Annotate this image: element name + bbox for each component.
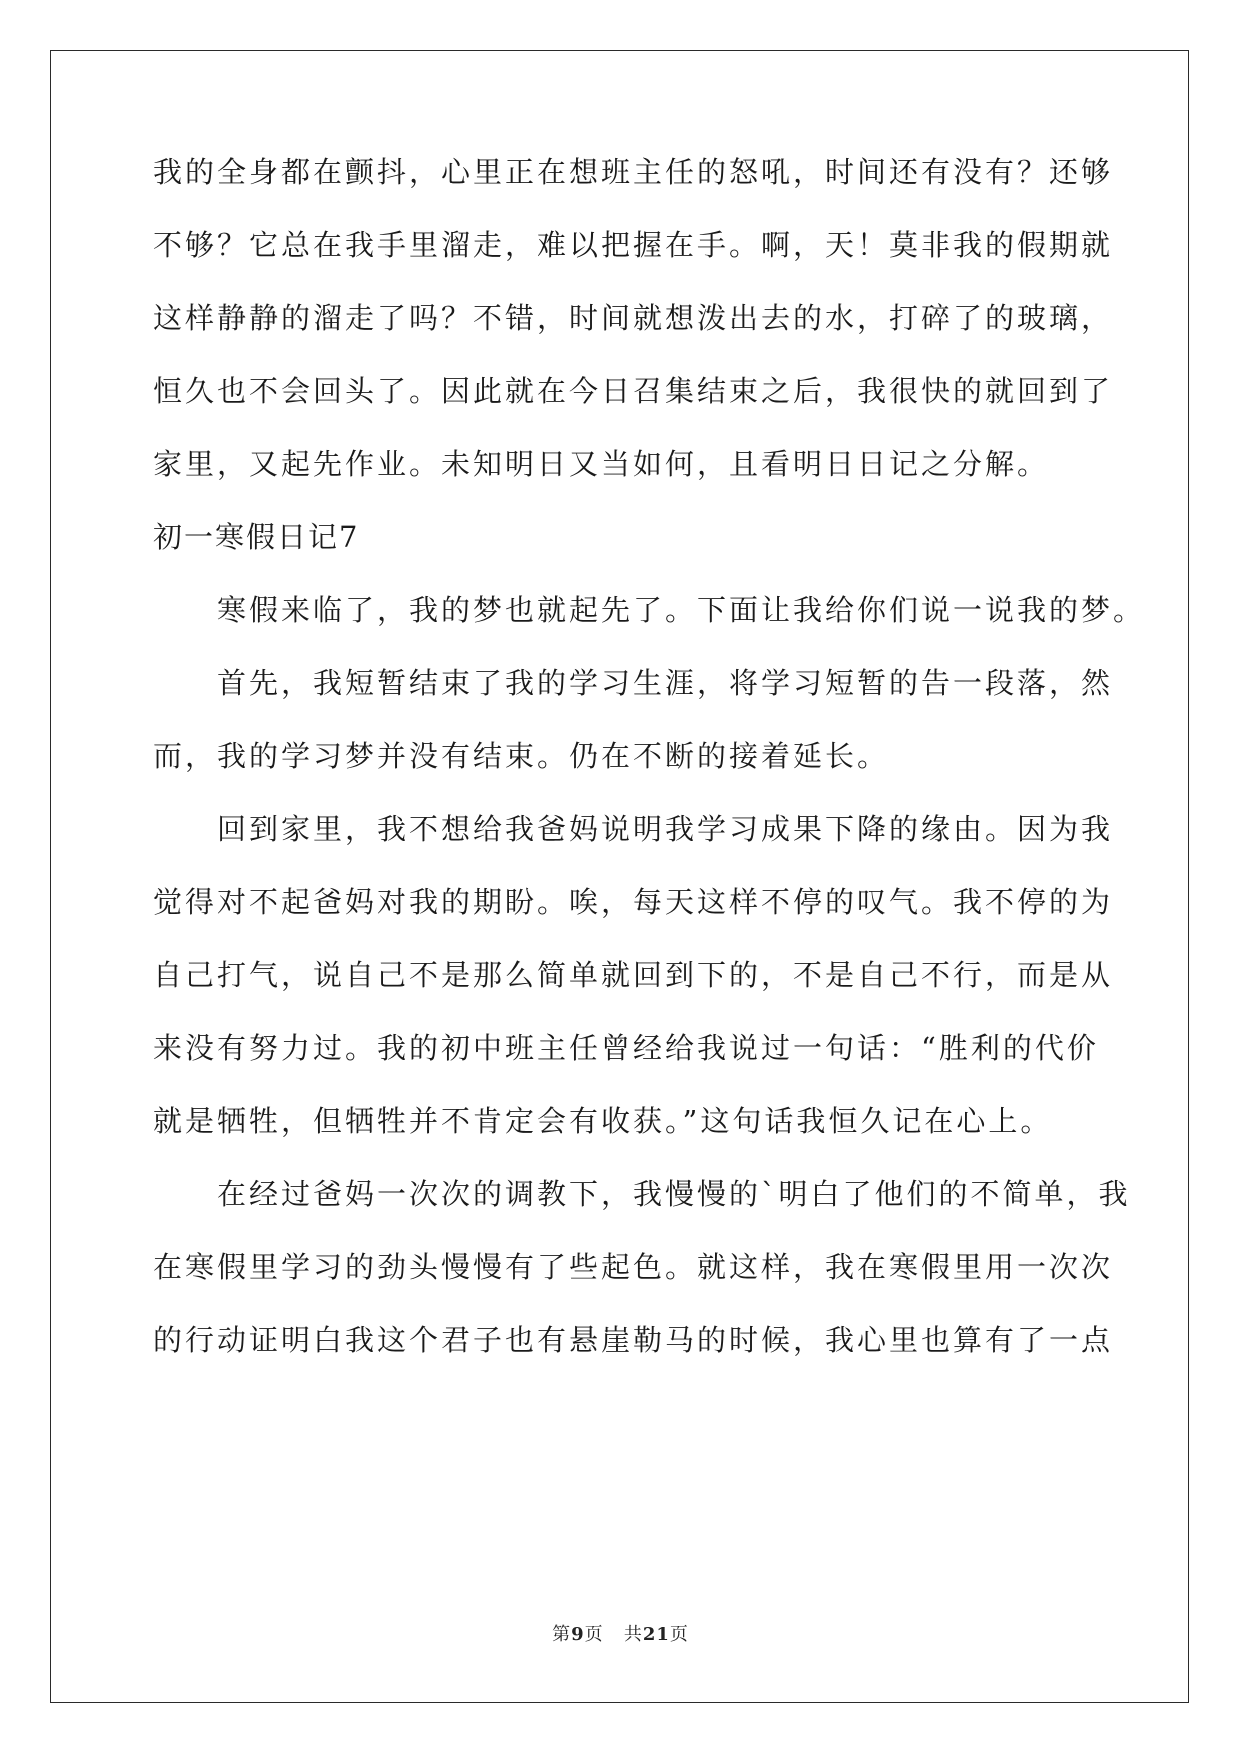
text-line: 来没有努力过。我的初中班主任曾经给我说过一句话：“胜利的代价 bbox=[153, 1031, 1099, 1065]
page-suffix: 页 bbox=[584, 1624, 604, 1645]
total-prefix: 共 bbox=[623, 1624, 643, 1645]
text-line: 恒久也不会回头了。因此就在今日召集结束之后，我很快的就回到了 bbox=[153, 374, 1114, 408]
text-line: 自己打气，说自己不是那么简单就回到下的，不是自己不行，而是从 bbox=[153, 958, 1114, 992]
page-footer bbox=[0, 1620, 1241, 1646]
text-line: 而，我的学习梦并没有结束。仍在不断的接着延长。 bbox=[153, 739, 890, 773]
text-line: 不够？它总在我手里溜走，难以把握在手。啊，天！莫非我的假期就 bbox=[153, 228, 1114, 262]
page-prefix: 第 bbox=[552, 1624, 572, 1645]
paragraph-first-line: 回到家里，我不想给我爸妈说明我学习成果下降的缘由。因为我 bbox=[217, 812, 1114, 846]
paragraph-first-line: 在经过爸妈一次次的调教下，我慢慢的`明白了他们的不简单，我 bbox=[217, 1177, 1131, 1211]
total-pages: 21 bbox=[642, 1624, 670, 1645]
text-line: 在寒假里学习的劲头慢慢有了些起色。就这样，我在寒假里用一次次 bbox=[153, 1250, 1114, 1284]
text-line: 这样静静的溜走了吗？不错，时间就想泼出去的水，打碎了的玻璃， bbox=[153, 301, 1114, 335]
paragraph-first-line: 首先，我短暂结束了我的学习生涯，将学习短暂的告一段落，然 bbox=[217, 666, 1114, 700]
total-suffix: 页 bbox=[669, 1624, 689, 1645]
text-line: 的行动证明白我这个君子也有悬崖勒马的时候，我心里也算有了一点 bbox=[153, 1323, 1114, 1357]
text-line: 就是牺牲，但牺牲并不肯定会有收获。”这句话我恒久记在心上。 bbox=[153, 1104, 1053, 1138]
section-heading: 初一寒假日记7 bbox=[153, 520, 360, 554]
text-line: 我的全身都在颤抖，心里正在想班主任的怒吼，时间还有没有？还够 bbox=[153, 155, 1114, 189]
text-line: 觉得对不起爸妈对我的期盼。唉，每天这样不停的叹气。我不停的为 bbox=[153, 885, 1114, 919]
text-line: 家里，又起先作业。未知明日又当如何，且看明日日记之分解。 bbox=[153, 447, 1050, 481]
paragraph-first-line: 寒假来临了，我的梦也就起先了。下面让我给你们说一说我的梦。 bbox=[217, 593, 1146, 627]
page-number: 9 bbox=[571, 1624, 585, 1645]
